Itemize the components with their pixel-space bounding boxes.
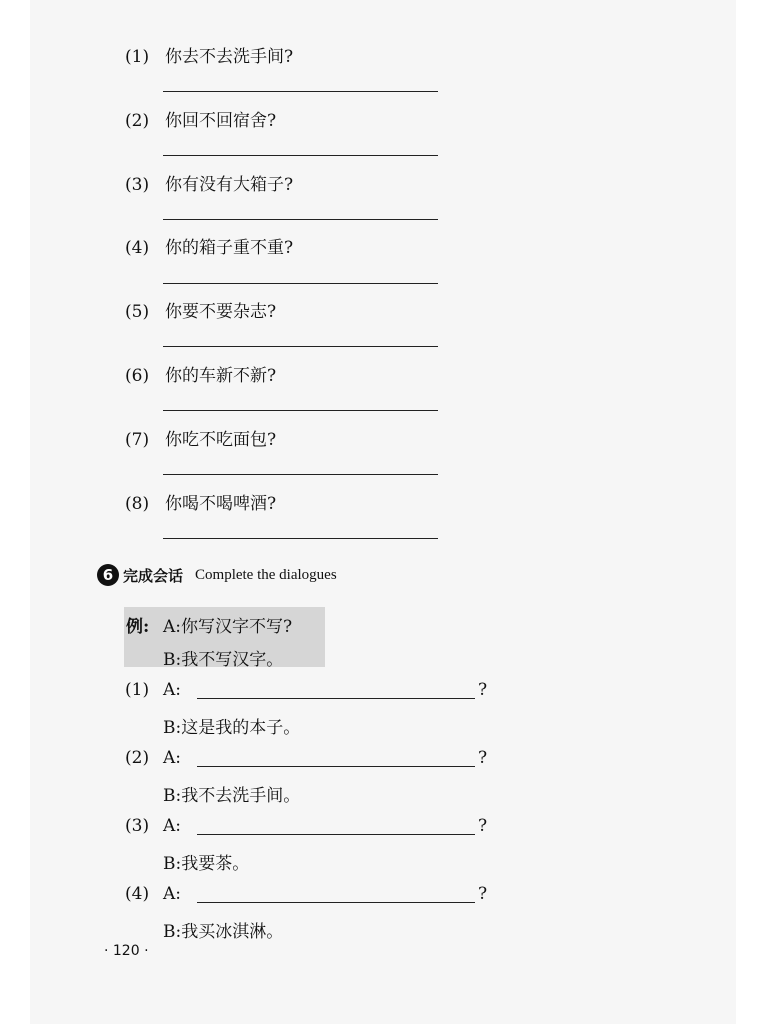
section-heading — [97, 564, 337, 586]
question-text: 你喝不喝啤酒? — [165, 494, 277, 514]
dialogue-3-question-mark: ? — [478, 816, 488, 836]
question-text: 你的车新不新? — [165, 366, 277, 386]
dialogue-1-b-line: B:这是我的本子。 — [163, 718, 301, 738]
dialogue-1-question-mark: ? — [478, 680, 488, 700]
answer-line-8[interactable] — [163, 538, 438, 539]
dialogue-4-b-line: B:我买冰淇淋。 — [163, 922, 284, 942]
dialogue-4-question-mark: ? — [478, 884, 488, 904]
question-number: (4) — [125, 238, 150, 258]
question-number: (1) — [125, 47, 150, 67]
dialogue-4-answer-line[interactable] — [197, 902, 475, 903]
question-number: (5) — [125, 302, 150, 322]
question-number: (3) — [125, 175, 150, 195]
answer-line-7[interactable] — [163, 474, 438, 475]
question-text: 你吃不吃面包? — [165, 430, 277, 450]
question-text: 你去不去洗手间? — [165, 47, 294, 67]
dialogue-2-a-label: A: — [163, 748, 182, 768]
question-4 — [125, 233, 293, 258]
example-line-a: A:你写汉字不写? — [163, 617, 293, 637]
answer-line-1[interactable] — [163, 91, 438, 92]
dialogue-3-a-label: A: — [163, 816, 182, 836]
section-title-cn: 完成会话 — [123, 566, 184, 585]
question-1 — [125, 42, 293, 67]
question-text: 你有没有大箱子? — [165, 175, 294, 195]
question-number: (8) — [125, 494, 150, 514]
section-title-en: Complete the dialogues — [195, 566, 337, 583]
question-7 — [125, 425, 276, 450]
dialogue-2-question-mark: ? — [478, 748, 488, 768]
question-text: 你的箱子重不重? — [165, 238, 294, 258]
question-number: (6) — [125, 366, 150, 386]
dialogue-1-a-label: A: — [163, 680, 182, 700]
dialogue-4-number: (4) — [125, 884, 150, 904]
dialogue-3-b-line: B:我要茶。 — [163, 854, 250, 874]
dialogue-3-number: (3) — [125, 816, 150, 836]
dialogue-1-answer-line[interactable] — [197, 698, 475, 699]
example-label: 例: — [126, 617, 150, 637]
question-8 — [125, 489, 276, 514]
question-6 — [125, 361, 276, 386]
question-5 — [125, 297, 276, 322]
question-number: (7) — [125, 430, 150, 450]
question-text: 你回不回宿舍? — [165, 111, 277, 131]
question-number: (2) — [125, 111, 150, 131]
example-line-b: B:我不写汉字。 — [163, 650, 284, 670]
dialogue-3-answer-line[interactable] — [197, 834, 475, 835]
answer-line-5[interactable] — [163, 346, 438, 347]
question-text: 你要不要杂志? — [165, 302, 277, 322]
question-2 — [125, 106, 276, 131]
answer-line-2[interactable] — [163, 155, 438, 156]
section-number-badge: 6 — [97, 564, 119, 586]
dialogue-2-number: (2) — [125, 748, 150, 768]
page-number: · 120 · — [104, 943, 149, 959]
answer-line-3[interactable] — [163, 219, 438, 220]
answer-line-6[interactable] — [163, 410, 438, 411]
question-3 — [125, 170, 293, 195]
answer-line-4[interactable] — [163, 283, 438, 284]
dialogue-1-number: (1) — [125, 680, 150, 700]
dialogue-2-b-line: B:我不去洗手间。 — [163, 786, 301, 806]
dialogue-4-a-label: A: — [163, 884, 182, 904]
dialogue-2-answer-line[interactable] — [197, 766, 475, 767]
